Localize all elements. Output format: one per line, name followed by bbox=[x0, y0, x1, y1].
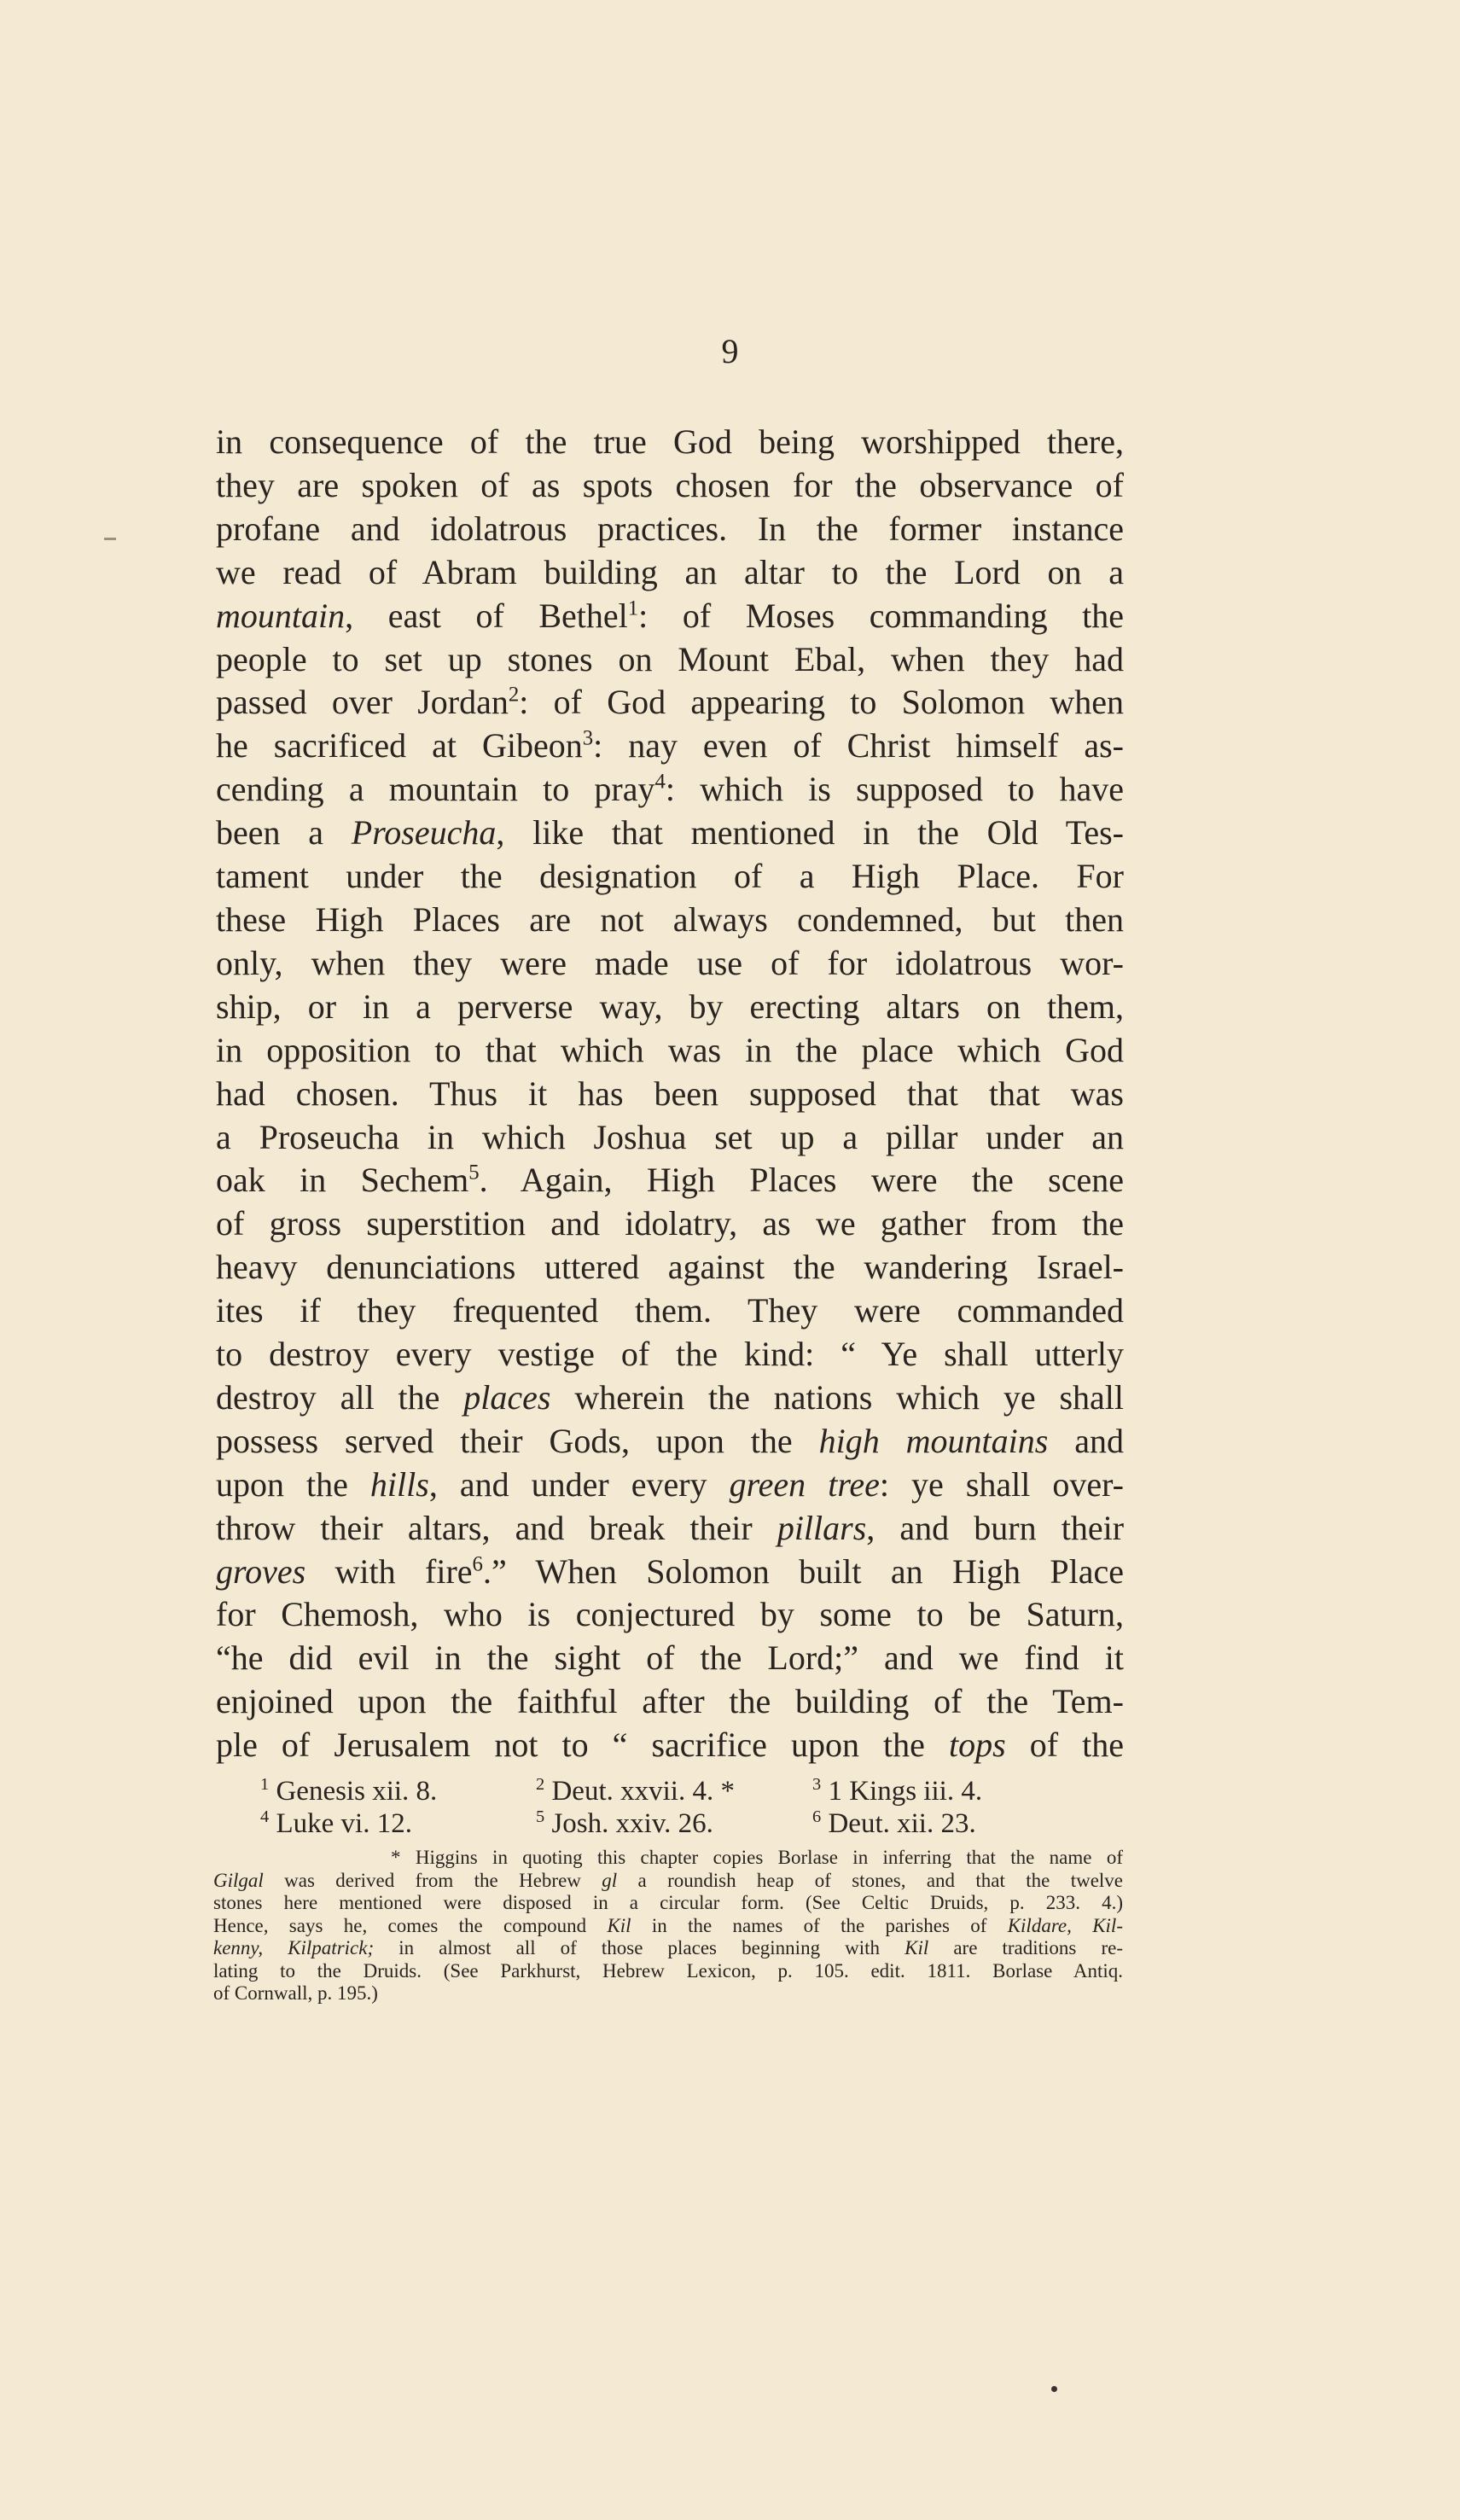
body-text bbox=[216, 421, 1124, 1767]
italic-text: Kil bbox=[905, 1937, 929, 1958]
text-run: in almost all of those places beginning with bbox=[374, 1937, 905, 1958]
text-line bbox=[216, 768, 1124, 812]
text-run: of Cornwall, p. 195.) bbox=[213, 1982, 378, 2004]
text-line bbox=[216, 1073, 1124, 1116]
text-run: been a bbox=[216, 813, 352, 853]
italic-text: Kil bbox=[607, 1914, 631, 1936]
italic-text: mountain bbox=[216, 596, 346, 635]
text-run: “he did evil in the sight of the Lord;” and we find it bbox=[216, 1638, 1124, 1678]
text-run: we read of Abram building an altar to the Lord on a bbox=[216, 552, 1124, 591]
text-line bbox=[216, 1159, 1124, 1202]
text-run: in the names of the parishes of bbox=[631, 1914, 1008, 1936]
text-run: : nay even of Christ himself as- bbox=[593, 726, 1125, 765]
text-line bbox=[216, 812, 1124, 855]
text-line bbox=[216, 1464, 1124, 1507]
italic-text: groves bbox=[216, 1551, 306, 1591]
text-run: lating to the Druids. (See Parkhurst, Hebrew Lexicon, p. 105. edit. 1811. Borlase Antiq. bbox=[213, 1959, 1123, 1982]
text-line bbox=[216, 464, 1124, 508]
text-line bbox=[216, 1289, 1124, 1333]
text-run: upon the bbox=[216, 1464, 370, 1504]
text-line bbox=[216, 1333, 1124, 1376]
text-run: .” When Solomon built an High Place bbox=[482, 1551, 1124, 1591]
text-run: Hence, says he, comes the compound bbox=[213, 1914, 608, 1936]
text-line bbox=[216, 1724, 1124, 1767]
footnote-ref: 6 bbox=[472, 1552, 483, 1576]
text-line bbox=[216, 508, 1124, 551]
text-run: heavy denunciations uttered against the wandering Israel- bbox=[216, 1248, 1124, 1287]
text-run: tament under the designation of a High Place. For bbox=[216, 857, 1124, 896]
footnote-ref: 3 bbox=[582, 727, 594, 751]
footnote-row bbox=[260, 1775, 1079, 1807]
text-run: possess served their Gods, upon the bbox=[216, 1421, 819, 1460]
text-line bbox=[216, 421, 1124, 464]
footnote-number: 3 bbox=[812, 1775, 822, 1794]
italic-text: gl bbox=[602, 1869, 618, 1891]
italic-text: Kildare, Kil- bbox=[1007, 1914, 1123, 1936]
text-run: oak in Sechem bbox=[216, 1161, 469, 1200]
text-run: cending a mountain to pray bbox=[216, 770, 655, 809]
text-run: only, when they were made use of for idolatrous wor- bbox=[216, 943, 1124, 982]
footnote-text: Deut. xii. 23. bbox=[828, 1808, 976, 1839]
footnote-text: Luke vi. 12. bbox=[276, 1808, 412, 1839]
italic-text: kenny, Kilpatrick; bbox=[213, 1937, 375, 1958]
text-line bbox=[216, 942, 1124, 986]
text-run: passed over Jordan bbox=[216, 683, 509, 722]
italic-text: tops bbox=[949, 1726, 1006, 1765]
margin-dash-mark bbox=[104, 538, 116, 540]
footnote-ref: 2 bbox=[508, 684, 520, 707]
text-line bbox=[216, 1202, 1124, 1246]
ink-dot-mark bbox=[1051, 2386, 1057, 2392]
text-run: : of God appearing to Solomon when bbox=[519, 683, 1124, 722]
footnote-text: Genesis xii. 8. bbox=[276, 1776, 438, 1807]
footnote-number: 1 bbox=[260, 1775, 270, 1794]
text-run: he sacrificed at Gibeon bbox=[216, 726, 583, 765]
text-run: , and burn their bbox=[866, 1508, 1125, 1547]
footnote-number: 2 bbox=[536, 1775, 545, 1794]
footnote-text: Josh. xxiv. 26. bbox=[551, 1808, 713, 1839]
text-run: : ye shall over- bbox=[879, 1464, 1125, 1504]
text-line bbox=[216, 1420, 1124, 1464]
footnote-ref: 1 bbox=[627, 597, 639, 620]
text-run: of gross superstition and idolatry, as we gather from the bbox=[216, 1204, 1124, 1243]
italic-text: places bbox=[463, 1377, 551, 1417]
footnote-row bbox=[260, 1807, 1079, 1840]
italic-text: high mountains bbox=[818, 1421, 1049, 1460]
italic-text: green tree bbox=[729, 1464, 880, 1504]
text-run: in opposition to that which was in the place which God bbox=[216, 1030, 1124, 1069]
text-run: with fire bbox=[305, 1551, 473, 1591]
text-line bbox=[216, 1637, 1124, 1680]
text-run: of the bbox=[1005, 1726, 1124, 1765]
text-line bbox=[216, 899, 1124, 942]
footnote-entry bbox=[812, 1807, 1079, 1840]
text-line bbox=[216, 1507, 1124, 1551]
text-run: ites if they frequented them. They were commanded bbox=[216, 1291, 1124, 1330]
text-run: a roundish heap of stones, and that the twelve bbox=[617, 1869, 1124, 1891]
text-run: enjoined upon the faithful after the building of the Tem- bbox=[216, 1682, 1124, 1721]
text-line bbox=[216, 986, 1124, 1029]
footnote-number: 6 bbox=[812, 1807, 822, 1826]
text-run: ship, or in a perverse way, by erecting altars on them, bbox=[216, 986, 1124, 1026]
text-run: * Higgins in quoting this chapter copies Borlase in inferring that the name of bbox=[391, 1847, 1123, 1868]
note-line bbox=[213, 1870, 1123, 1893]
page-number: 9 bbox=[721, 332, 739, 370]
text-line bbox=[216, 1593, 1124, 1637]
text-run: in consequence of the true God being worshipped there, bbox=[216, 422, 1124, 461]
italic-text: Proseucha bbox=[351, 813, 497, 853]
note-line bbox=[213, 1960, 1123, 1983]
note-line bbox=[213, 1937, 1123, 1960]
text-line bbox=[216, 1376, 1124, 1420]
footnote-entry bbox=[260, 1807, 536, 1840]
text-run: throw their altars, and break their bbox=[216, 1508, 777, 1547]
note-line bbox=[213, 1915, 1123, 1938]
text-run: stones here mentioned were disposed in a circular form. (See Celtic Druids, p. 233. 4.) bbox=[213, 1892, 1123, 1913]
footnote-note bbox=[213, 1847, 1123, 2005]
text-run: , and under every bbox=[428, 1464, 730, 1504]
text-line bbox=[216, 725, 1124, 768]
footnote-text: 1 Kings iii. 4. bbox=[828, 1776, 983, 1807]
text-run: and bbox=[1048, 1421, 1124, 1460]
text-run: profane and idolatrous practices. In the former instance bbox=[216, 509, 1124, 548]
text-line bbox=[216, 551, 1124, 595]
note-line bbox=[213, 1982, 1123, 2005]
note-line bbox=[213, 1892, 1123, 1915]
text-line bbox=[216, 1246, 1124, 1289]
text-run: are traditions re- bbox=[928, 1937, 1123, 1958]
footnote-entry bbox=[536, 1807, 812, 1840]
text-run: , east of Bethel bbox=[345, 596, 628, 635]
footnote-number: 4 bbox=[260, 1807, 270, 1826]
footnotes bbox=[260, 1775, 1079, 1840]
text-run: : of Moses commanding the bbox=[638, 596, 1124, 635]
footnote-ref: 4 bbox=[654, 770, 666, 794]
text-line bbox=[216, 855, 1124, 899]
text-line bbox=[216, 1680, 1124, 1724]
footnote-entry bbox=[812, 1775, 1079, 1807]
italic-text: Gilgal bbox=[213, 1869, 264, 1891]
italic-text: pillars bbox=[777, 1508, 867, 1547]
text-line bbox=[216, 1116, 1124, 1160]
text-run: people to set up stones on Mount Ebal, when they had bbox=[216, 639, 1124, 678]
text-run: destroy all the bbox=[216, 1377, 464, 1417]
text-line bbox=[216, 681, 1124, 725]
note-line bbox=[213, 1847, 1123, 1870]
text-run: : which is supposed to have bbox=[665, 770, 1125, 809]
text-run: was derived from the Hebrew bbox=[263, 1869, 602, 1891]
text-line bbox=[216, 595, 1124, 638]
footnote-entry bbox=[260, 1775, 536, 1807]
text-line bbox=[216, 1551, 1124, 1594]
text-run: , like that mentioned in the Old Tes- bbox=[496, 813, 1124, 853]
text-line bbox=[216, 1029, 1124, 1073]
text-run: these High Places are not always condemned, but then bbox=[216, 899, 1124, 939]
text-run: for Chemosh, who is conjectured by some to be Saturn, bbox=[216, 1595, 1124, 1634]
text-run: a Proseucha in which Joshua set up a pillar under an bbox=[216, 1117, 1124, 1156]
text-run: to destroy every vestige of the kind: “ Ye shall utterly bbox=[216, 1335, 1124, 1374]
text-run: wherein the nations which ye shall bbox=[550, 1377, 1125, 1417]
text-run: they are spoken of as spots chosen for the observance of bbox=[216, 465, 1124, 504]
footnote-number: 5 bbox=[536, 1807, 545, 1826]
footnote-text: Deut. xxvii. 4. * bbox=[551, 1776, 735, 1807]
footnote-entry bbox=[536, 1775, 812, 1807]
text-run: . Again, High Places were the scene bbox=[479, 1161, 1124, 1200]
text-run: ple of Jerusalem not to “ sacrifice upon the bbox=[216, 1726, 949, 1765]
text-run: had chosen. Thus it has been supposed that that was bbox=[216, 1074, 1124, 1113]
text-line bbox=[216, 638, 1124, 682]
italic-text: hills bbox=[369, 1464, 429, 1504]
footnote-ref: 5 bbox=[468, 1161, 480, 1185]
